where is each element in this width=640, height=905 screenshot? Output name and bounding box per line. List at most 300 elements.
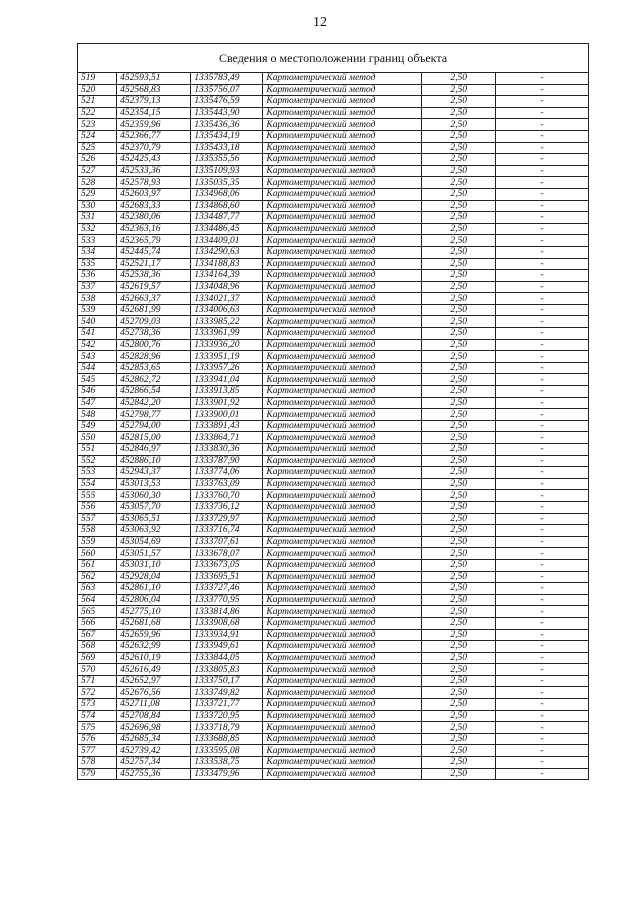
y-coordinate-cell: 1333770,95 bbox=[191, 594, 263, 606]
description-cell: - bbox=[496, 386, 589, 398]
accuracy-cell: 2,50 bbox=[422, 73, 496, 85]
x-coordinate-cell: 452798,77 bbox=[117, 409, 191, 421]
table-row bbox=[78, 757, 589, 769]
y-coordinate-cell: 1333688,85 bbox=[191, 733, 263, 745]
point-number-cell: 577 bbox=[78, 745, 117, 757]
method-cell: Картометрический метод bbox=[263, 432, 422, 444]
description-cell: - bbox=[496, 351, 589, 363]
x-coordinate-cell: 453013,53 bbox=[117, 478, 191, 490]
table-row bbox=[78, 525, 589, 537]
y-coordinate-cell: 1333718,79 bbox=[191, 722, 263, 734]
x-coordinate-cell: 452846,97 bbox=[117, 444, 191, 456]
description-cell: - bbox=[496, 664, 589, 676]
accuracy-cell: 2,50 bbox=[422, 745, 496, 757]
table-row bbox=[78, 130, 589, 142]
x-coordinate-cell: 452757,34 bbox=[117, 757, 191, 769]
description-cell: - bbox=[496, 559, 589, 571]
accuracy-cell: 2,50 bbox=[422, 328, 496, 340]
table-row bbox=[78, 293, 589, 305]
x-coordinate-cell: 452681,68 bbox=[117, 617, 191, 629]
y-coordinate-cell: 1333750,17 bbox=[191, 675, 263, 687]
description-cell: - bbox=[496, 339, 589, 351]
table-row bbox=[78, 687, 589, 699]
table-row bbox=[78, 270, 589, 282]
accuracy-cell: 2,50 bbox=[422, 154, 496, 166]
description-cell: - bbox=[496, 733, 589, 745]
method-cell: Картометрический метод bbox=[263, 130, 422, 142]
point-number-cell: 541 bbox=[78, 328, 117, 340]
point-number-cell: 530 bbox=[78, 200, 117, 212]
x-coordinate-cell: 452379,13 bbox=[117, 96, 191, 108]
y-coordinate-cell: 1335433,18 bbox=[191, 142, 263, 154]
accuracy-cell: 2,50 bbox=[422, 339, 496, 351]
method-cell: Картометрический метод bbox=[263, 281, 422, 293]
y-coordinate-cell: 1333936,20 bbox=[191, 339, 263, 351]
table-row bbox=[78, 107, 589, 119]
point-number-cell: 573 bbox=[78, 699, 117, 711]
point-number-cell: 565 bbox=[78, 606, 117, 618]
description-cell: - bbox=[496, 432, 589, 444]
x-coordinate-cell: 452445,74 bbox=[117, 246, 191, 258]
accuracy-cell: 2,50 bbox=[422, 374, 496, 386]
table-row bbox=[78, 200, 589, 212]
description-cell: - bbox=[496, 420, 589, 432]
y-coordinate-cell: 1333951,19 bbox=[191, 351, 263, 363]
accuracy-cell: 2,50 bbox=[422, 699, 496, 711]
method-cell: Картометрический метод bbox=[263, 559, 422, 571]
point-number-cell: 558 bbox=[78, 525, 117, 537]
point-number-cell: 540 bbox=[78, 316, 117, 328]
y-coordinate-cell: 1333830,36 bbox=[191, 444, 263, 456]
accuracy-cell: 2,50 bbox=[422, 177, 496, 189]
description-cell: - bbox=[496, 536, 589, 548]
table-row bbox=[78, 652, 589, 664]
description-cell: - bbox=[496, 362, 589, 374]
x-coordinate-cell: 452652,97 bbox=[117, 675, 191, 687]
accuracy-cell: 2,50 bbox=[422, 478, 496, 490]
accuracy-cell: 2,50 bbox=[422, 606, 496, 618]
description-cell: - bbox=[496, 722, 589, 734]
accuracy-cell: 2,50 bbox=[422, 467, 496, 479]
description-cell: - bbox=[496, 513, 589, 525]
accuracy-cell: 2,50 bbox=[422, 188, 496, 200]
y-coordinate-cell: 1333707,61 bbox=[191, 536, 263, 548]
accuracy-cell: 2,50 bbox=[422, 641, 496, 653]
method-cell: Картометрический метод bbox=[263, 96, 422, 108]
x-coordinate-cell: 452521,17 bbox=[117, 258, 191, 270]
table-row bbox=[78, 675, 589, 687]
description-cell: - bbox=[496, 478, 589, 490]
point-number-cell: 538 bbox=[78, 293, 117, 305]
method-cell: Картометрический метод bbox=[263, 444, 422, 456]
table-row bbox=[78, 710, 589, 722]
method-cell: Картометрический метод bbox=[263, 235, 422, 247]
description-cell: - bbox=[496, 165, 589, 177]
point-number-cell: 569 bbox=[78, 652, 117, 664]
method-cell: Картометрический метод bbox=[263, 675, 422, 687]
method-cell: Картометрический метод bbox=[263, 258, 422, 270]
y-coordinate-cell: 1333787,90 bbox=[191, 455, 263, 467]
x-coordinate-cell: 452853,65 bbox=[117, 362, 191, 374]
description-cell: - bbox=[496, 293, 589, 305]
y-coordinate-cell: 1335109,93 bbox=[191, 165, 263, 177]
x-coordinate-cell: 453031,10 bbox=[117, 559, 191, 571]
table-row bbox=[78, 212, 589, 224]
method-cell: Картометрический метод bbox=[263, 583, 422, 595]
x-coordinate-cell: 452775,10 bbox=[117, 606, 191, 618]
method-cell: Картометрический метод bbox=[263, 745, 422, 757]
point-number-cell: 550 bbox=[78, 432, 117, 444]
method-cell: Картометрический метод bbox=[263, 142, 422, 154]
point-number-cell: 544 bbox=[78, 362, 117, 374]
y-coordinate-cell: 1335434,19 bbox=[191, 130, 263, 142]
accuracy-cell: 2,50 bbox=[422, 617, 496, 629]
accuracy-cell: 2,50 bbox=[422, 757, 496, 769]
point-number-cell: 527 bbox=[78, 165, 117, 177]
y-coordinate-cell: 1335355,56 bbox=[191, 154, 263, 166]
x-coordinate-cell: 452842,20 bbox=[117, 397, 191, 409]
method-cell: Картометрический метод bbox=[263, 710, 422, 722]
point-number-cell: 553 bbox=[78, 467, 117, 479]
description-cell: - bbox=[496, 130, 589, 142]
y-coordinate-cell: 1333727,46 bbox=[191, 583, 263, 595]
point-number-cell: 539 bbox=[78, 304, 117, 316]
accuracy-cell: 2,50 bbox=[422, 107, 496, 119]
description-cell: - bbox=[496, 455, 589, 467]
description-cell: - bbox=[496, 119, 589, 131]
description-cell: - bbox=[496, 409, 589, 421]
y-coordinate-cell: 1333985,22 bbox=[191, 316, 263, 328]
point-number-cell: 556 bbox=[78, 501, 117, 513]
point-number-cell: 563 bbox=[78, 583, 117, 595]
method-cell: Картометрический метод bbox=[263, 652, 422, 664]
x-coordinate-cell: 452815,00 bbox=[117, 432, 191, 444]
point-number-cell: 524 bbox=[78, 130, 117, 142]
point-number-cell: 567 bbox=[78, 629, 117, 641]
y-coordinate-cell: 1334968,06 bbox=[191, 188, 263, 200]
y-coordinate-cell: 1334021,37 bbox=[191, 293, 263, 305]
x-coordinate-cell: 452359,96 bbox=[117, 119, 191, 131]
accuracy-cell: 2,50 bbox=[422, 536, 496, 548]
accuracy-cell: 2,50 bbox=[422, 675, 496, 687]
point-number-cell: 537 bbox=[78, 281, 117, 293]
description-cell: - bbox=[496, 583, 589, 595]
table-row bbox=[78, 304, 589, 316]
accuracy-cell: 2,50 bbox=[422, 212, 496, 224]
method-cell: Картометрический метод bbox=[263, 722, 422, 734]
table-row bbox=[78, 316, 589, 328]
table-row bbox=[78, 536, 589, 548]
y-coordinate-cell: 1334006,63 bbox=[191, 304, 263, 316]
y-coordinate-cell: 1333595,08 bbox=[191, 745, 263, 757]
point-number-cell: 522 bbox=[78, 107, 117, 119]
table-row bbox=[78, 258, 589, 270]
x-coordinate-cell: 452886,10 bbox=[117, 455, 191, 467]
y-coordinate-cell: 1333760,70 bbox=[191, 490, 263, 502]
x-coordinate-cell: 452928,04 bbox=[117, 571, 191, 583]
method-cell: Картометрический метод bbox=[263, 84, 422, 96]
table-row bbox=[78, 490, 589, 502]
method-cell: Картометрический метод bbox=[263, 270, 422, 282]
point-number-cell: 559 bbox=[78, 536, 117, 548]
y-coordinate-cell: 1333957,26 bbox=[191, 362, 263, 374]
accuracy-cell: 2,50 bbox=[422, 571, 496, 583]
table-row bbox=[78, 629, 589, 641]
description-cell: - bbox=[496, 374, 589, 386]
table-row bbox=[78, 409, 589, 421]
accuracy-cell: 2,50 bbox=[422, 142, 496, 154]
point-number-cell: 533 bbox=[78, 235, 117, 247]
description-cell: - bbox=[496, 501, 589, 513]
point-number-cell: 571 bbox=[78, 675, 117, 687]
point-number-cell: 562 bbox=[78, 571, 117, 583]
x-coordinate-cell: 452708,84 bbox=[117, 710, 191, 722]
table-row bbox=[78, 96, 589, 108]
y-coordinate-cell: 1333716,74 bbox=[191, 525, 263, 537]
point-number-cell: 568 bbox=[78, 641, 117, 653]
point-number-cell: 529 bbox=[78, 188, 117, 200]
method-cell: Картометрический метод bbox=[263, 200, 422, 212]
x-coordinate-cell: 452866,54 bbox=[117, 386, 191, 398]
accuracy-cell: 2,50 bbox=[422, 351, 496, 363]
table-row bbox=[78, 571, 589, 583]
point-number-cell: 535 bbox=[78, 258, 117, 270]
x-coordinate-cell: 452800,76 bbox=[117, 339, 191, 351]
table-row bbox=[78, 142, 589, 154]
method-cell: Картометрический метод bbox=[263, 246, 422, 258]
description-cell: - bbox=[496, 745, 589, 757]
x-coordinate-cell: 452619,57 bbox=[117, 281, 191, 293]
description-cell: - bbox=[496, 177, 589, 189]
accuracy-cell: 2,50 bbox=[422, 246, 496, 258]
method-cell: Картометрический метод bbox=[263, 664, 422, 676]
x-coordinate-cell: 452696,98 bbox=[117, 722, 191, 734]
method-cell: Картометрический метод bbox=[263, 768, 422, 780]
point-number-cell: 520 bbox=[78, 84, 117, 96]
description-cell: - bbox=[496, 235, 589, 247]
table-row bbox=[78, 235, 589, 247]
table-row bbox=[78, 362, 589, 374]
x-coordinate-cell: 452659,96 bbox=[117, 629, 191, 641]
table-row bbox=[78, 617, 589, 629]
accuracy-cell: 2,50 bbox=[422, 594, 496, 606]
boundary-coordinates-table bbox=[77, 43, 589, 780]
point-number-cell: 555 bbox=[78, 490, 117, 502]
y-coordinate-cell: 1333763,09 bbox=[191, 478, 263, 490]
method-cell: Картометрический метод bbox=[263, 223, 422, 235]
accuracy-cell: 2,50 bbox=[422, 444, 496, 456]
table-row bbox=[78, 165, 589, 177]
method-cell: Картометрический метод bbox=[263, 316, 422, 328]
method-cell: Картометрический метод bbox=[263, 513, 422, 525]
point-number-cell: 551 bbox=[78, 444, 117, 456]
accuracy-cell: 2,50 bbox=[422, 548, 496, 560]
y-coordinate-cell: 1334868,60 bbox=[191, 200, 263, 212]
accuracy-cell: 2,50 bbox=[422, 629, 496, 641]
method-cell: Картометрический метод bbox=[263, 467, 422, 479]
method-cell: Картометрический метод bbox=[263, 154, 422, 166]
point-number-cell: 554 bbox=[78, 478, 117, 490]
y-coordinate-cell: 1333844,05 bbox=[191, 652, 263, 664]
accuracy-cell: 2,50 bbox=[422, 652, 496, 664]
description-cell: - bbox=[496, 675, 589, 687]
y-coordinate-cell: 1333908,68 bbox=[191, 617, 263, 629]
description-cell: - bbox=[496, 710, 589, 722]
table-row bbox=[78, 478, 589, 490]
y-coordinate-cell: 1333891,43 bbox=[191, 420, 263, 432]
point-number-cell: 534 bbox=[78, 246, 117, 258]
point-number-cell: 572 bbox=[78, 687, 117, 699]
method-cell: Картометрический метод bbox=[263, 328, 422, 340]
description-cell: - bbox=[496, 571, 589, 583]
description-cell: - bbox=[496, 757, 589, 769]
description-cell: - bbox=[496, 687, 589, 699]
point-number-cell: 526 bbox=[78, 154, 117, 166]
x-coordinate-cell: 452610,19 bbox=[117, 652, 191, 664]
method-cell: Картометрический метод bbox=[263, 606, 422, 618]
accuracy-cell: 2,50 bbox=[422, 420, 496, 432]
method-cell: Картометрический метод bbox=[263, 212, 422, 224]
table-row bbox=[78, 386, 589, 398]
accuracy-cell: 2,50 bbox=[422, 397, 496, 409]
point-number-cell: 523 bbox=[78, 119, 117, 131]
method-cell: Картометрический метод bbox=[263, 351, 422, 363]
description-cell: - bbox=[496, 200, 589, 212]
accuracy-cell: 2,50 bbox=[422, 84, 496, 96]
table-body bbox=[78, 73, 589, 780]
x-coordinate-cell: 452685,34 bbox=[117, 733, 191, 745]
y-coordinate-cell: 1333901,92 bbox=[191, 397, 263, 409]
table-row bbox=[78, 84, 589, 96]
description-cell: - bbox=[496, 699, 589, 711]
table-row bbox=[78, 328, 589, 340]
accuracy-cell: 2,50 bbox=[422, 501, 496, 513]
accuracy-cell: 2,50 bbox=[422, 362, 496, 374]
description-cell: - bbox=[496, 525, 589, 537]
method-cell: Картометрический метод bbox=[263, 455, 422, 467]
point-number-cell: 579 bbox=[78, 768, 117, 780]
description-cell: - bbox=[496, 212, 589, 224]
x-coordinate-cell: 452616,49 bbox=[117, 664, 191, 676]
table-row bbox=[78, 339, 589, 351]
method-cell: Картометрический метод bbox=[263, 409, 422, 421]
y-coordinate-cell: 1333864,71 bbox=[191, 432, 263, 444]
x-coordinate-cell: 452709,03 bbox=[117, 316, 191, 328]
accuracy-cell: 2,50 bbox=[422, 710, 496, 722]
x-coordinate-cell: 452603,97 bbox=[117, 188, 191, 200]
y-coordinate-cell: 1333949,61 bbox=[191, 641, 263, 653]
x-coordinate-cell: 452366,77 bbox=[117, 130, 191, 142]
accuracy-cell: 2,50 bbox=[422, 270, 496, 282]
accuracy-cell: 2,50 bbox=[422, 687, 496, 699]
method-cell: Картометрический метод bbox=[263, 501, 422, 513]
method-cell: Картометрический метод bbox=[263, 571, 422, 583]
y-coordinate-cell: 1334487,77 bbox=[191, 212, 263, 224]
description-cell: - bbox=[496, 281, 589, 293]
x-coordinate-cell: 453060,30 bbox=[117, 490, 191, 502]
x-coordinate-cell: 452806,04 bbox=[117, 594, 191, 606]
method-cell: Картометрический метод bbox=[263, 629, 422, 641]
y-coordinate-cell: 1334409,01 bbox=[191, 235, 263, 247]
description-cell: - bbox=[496, 107, 589, 119]
x-coordinate-cell: 453063,92 bbox=[117, 525, 191, 537]
y-coordinate-cell: 1333678,07 bbox=[191, 548, 263, 560]
y-coordinate-cell: 1333941,04 bbox=[191, 374, 263, 386]
x-coordinate-cell: 452676,56 bbox=[117, 687, 191, 699]
accuracy-cell: 2,50 bbox=[422, 583, 496, 595]
y-coordinate-cell: 1333805,83 bbox=[191, 664, 263, 676]
table-row bbox=[78, 513, 589, 525]
point-number-cell: 528 bbox=[78, 177, 117, 189]
accuracy-cell: 2,50 bbox=[422, 768, 496, 780]
y-coordinate-cell: 1335783,49 bbox=[191, 73, 263, 85]
y-coordinate-cell: 1333479,96 bbox=[191, 768, 263, 780]
accuracy-cell: 2,50 bbox=[422, 316, 496, 328]
accuracy-cell: 2,50 bbox=[422, 733, 496, 745]
description-cell: - bbox=[496, 96, 589, 108]
method-cell: Картометрический метод bbox=[263, 548, 422, 560]
point-number-cell: 560 bbox=[78, 548, 117, 560]
description-cell: - bbox=[496, 490, 589, 502]
method-cell: Картометрический метод bbox=[263, 733, 422, 745]
point-number-cell: 557 bbox=[78, 513, 117, 525]
y-coordinate-cell: 1333913,85 bbox=[191, 386, 263, 398]
description-cell: - bbox=[496, 316, 589, 328]
table-row bbox=[78, 594, 589, 606]
point-number-cell: 531 bbox=[78, 212, 117, 224]
accuracy-cell: 2,50 bbox=[422, 490, 496, 502]
method-cell: Картометрический метод bbox=[263, 397, 422, 409]
accuracy-cell: 2,50 bbox=[422, 200, 496, 212]
description-cell: - bbox=[496, 188, 589, 200]
y-coordinate-cell: 1333961,99 bbox=[191, 328, 263, 340]
y-coordinate-cell: 1333736,12 bbox=[191, 501, 263, 513]
point-number-cell: 549 bbox=[78, 420, 117, 432]
description-cell: - bbox=[496, 444, 589, 456]
x-coordinate-cell: 453054,69 bbox=[117, 536, 191, 548]
point-number-cell: 548 bbox=[78, 409, 117, 421]
point-number-cell: 521 bbox=[78, 96, 117, 108]
y-coordinate-cell: 1333814,86 bbox=[191, 606, 263, 618]
x-coordinate-cell: 452593,51 bbox=[117, 73, 191, 85]
description-cell: - bbox=[496, 142, 589, 154]
table-row bbox=[78, 606, 589, 618]
table-title-row bbox=[78, 44, 589, 73]
accuracy-cell: 2,50 bbox=[422, 432, 496, 444]
accuracy-cell: 2,50 bbox=[422, 559, 496, 571]
description-cell: - bbox=[496, 594, 589, 606]
table-row bbox=[78, 467, 589, 479]
y-coordinate-cell: 1334486,45 bbox=[191, 223, 263, 235]
method-cell: Картометрический метод bbox=[263, 119, 422, 131]
table-row bbox=[78, 722, 589, 734]
x-coordinate-cell: 452363,16 bbox=[117, 223, 191, 235]
x-coordinate-cell: 452755,36 bbox=[117, 768, 191, 780]
table-row bbox=[78, 73, 589, 85]
method-cell: Картометрический метод bbox=[263, 107, 422, 119]
table-row bbox=[78, 281, 589, 293]
accuracy-cell: 2,50 bbox=[422, 293, 496, 305]
point-number-cell: 570 bbox=[78, 664, 117, 676]
x-coordinate-cell: 453051,57 bbox=[117, 548, 191, 560]
table-row bbox=[78, 768, 589, 780]
table-row bbox=[78, 397, 589, 409]
description-cell: - bbox=[496, 84, 589, 96]
x-coordinate-cell: 452365,79 bbox=[117, 235, 191, 247]
method-cell: Картометрический метод bbox=[263, 594, 422, 606]
description-cell: - bbox=[496, 768, 589, 780]
accuracy-cell: 2,50 bbox=[422, 96, 496, 108]
